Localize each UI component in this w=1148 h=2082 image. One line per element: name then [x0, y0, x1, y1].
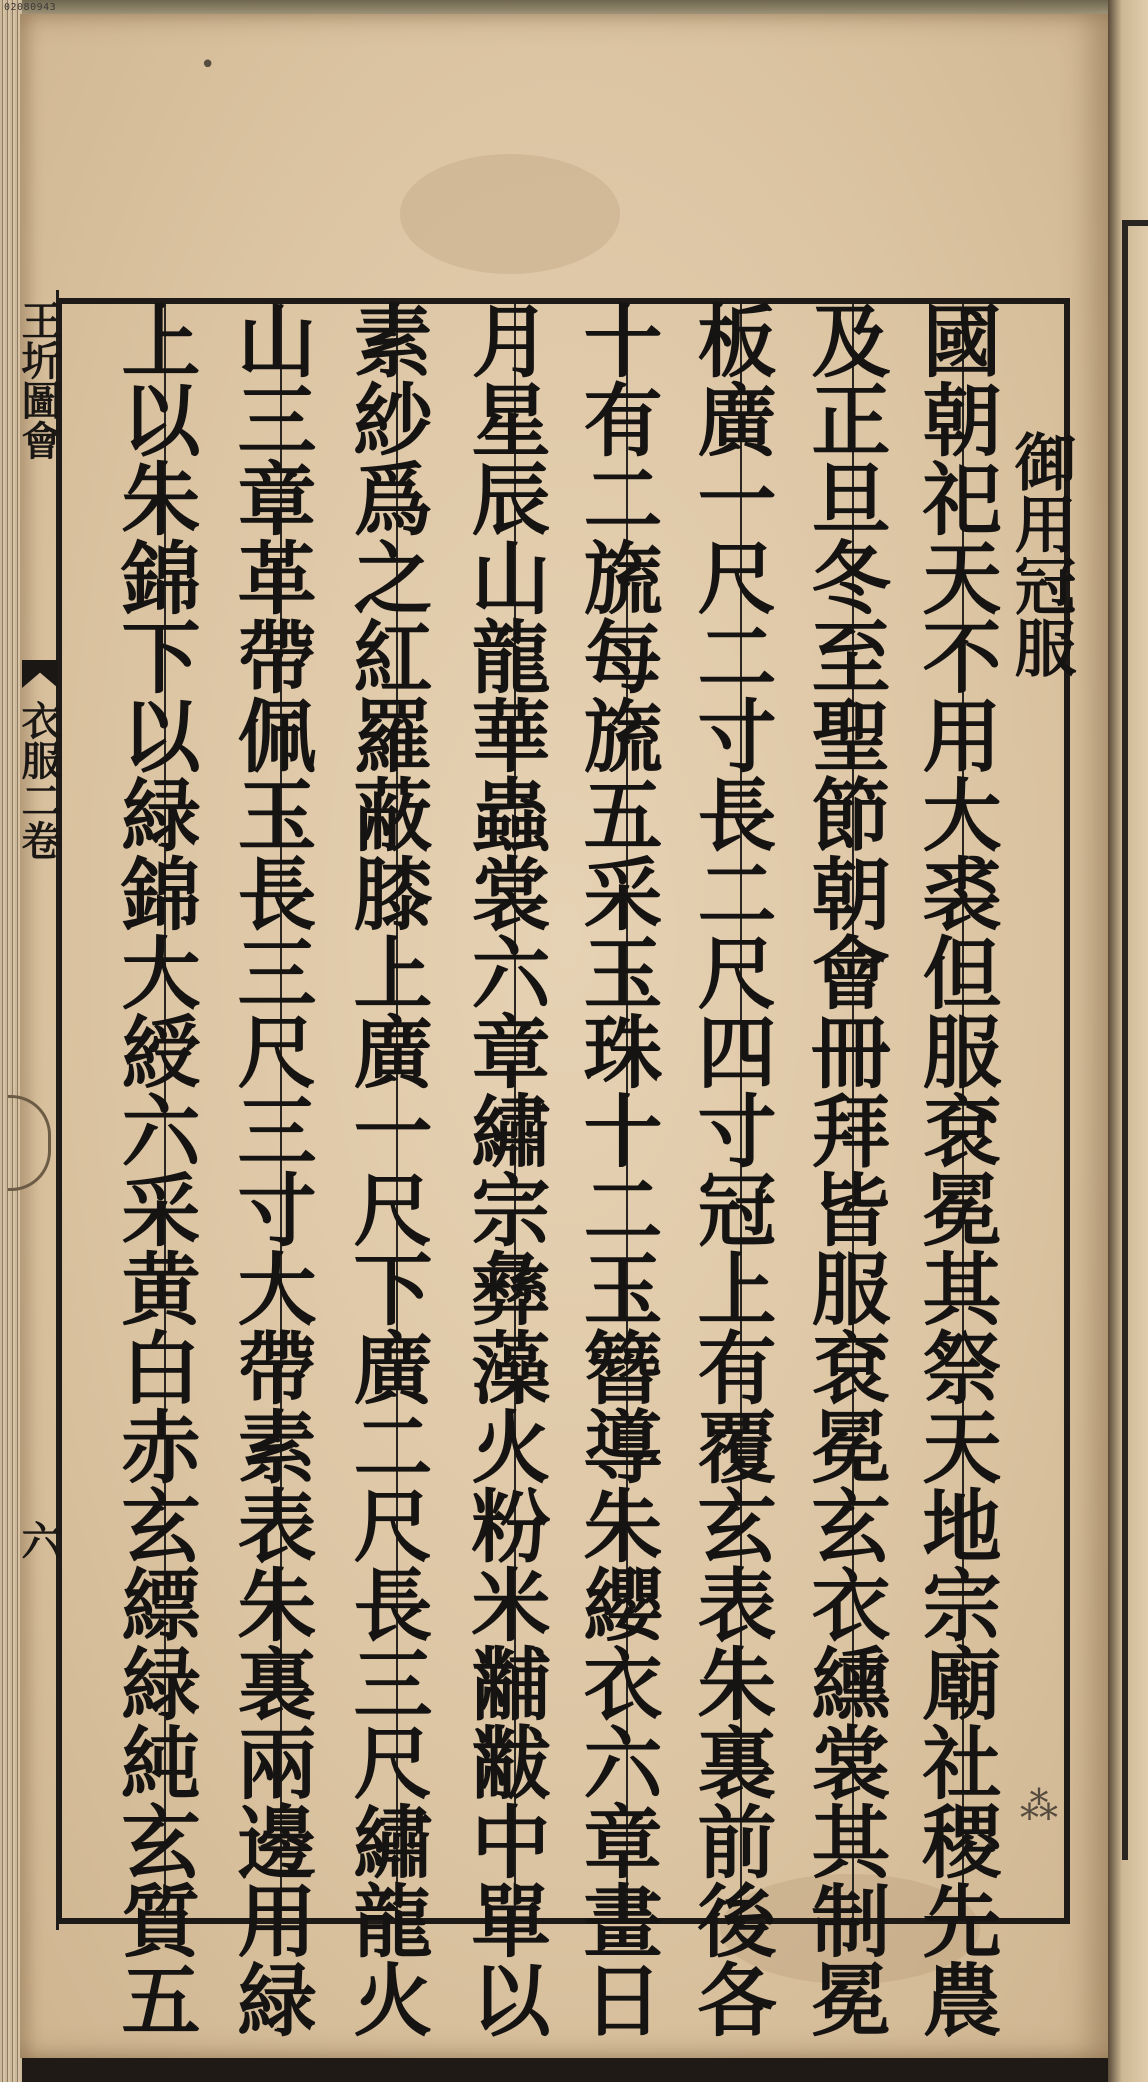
ink-dot: • — [200, 50, 216, 80]
fish-tail-mark — [22, 660, 58, 688]
text-column-3: 板廣一尺二寸長二尺四寸冠上有覆玄表朱裏前後各 — [684, 300, 777, 2038]
section-heading: 御用冠服 — [1004, 430, 1077, 678]
text-column-2: 及正旦冬至聖節朝會冊拜皆服袞冕玄衣纁裳其制冕 — [798, 300, 891, 2038]
facing-page-border — [1122, 220, 1128, 1860]
text-column-8: 上以朱錦下以緑錦大綬六采黄白赤玄縹緑純玄質五 — [108, 300, 201, 2038]
scan-id-label: 02080943 — [4, 2, 57, 13]
text-column-1: 國朝祀天不用大裘但服袞冕其祭天地宗廟社稷先農 — [909, 300, 1002, 2038]
fore-edge-title: 王圻圖會 — [15, 300, 62, 460]
facing-page-border — [1122, 220, 1148, 226]
ink-smudge: ⁂ — [1020, 1784, 1058, 1828]
text-column-6: 素紗爲之紅羅蔽膝上廣一尺下廣二尺長三尺繡龍火 — [340, 300, 433, 2038]
text-column-7: 山三章革帶佩玉長三尺三寸大帶素表朱裏兩邊用緑 — [224, 300, 317, 2038]
text-column-5: 月星辰山龍華蟲裳六章繡宗彝藻火粉米黼黻中單以 — [458, 300, 551, 2038]
paper-stain — [400, 154, 620, 274]
fore-edge — [15, 290, 62, 1930]
folio-number: 六 — [15, 1520, 62, 1560]
fore-edge-section: 衣服二卷 — [15, 700, 62, 860]
text-column-4: 十有二旒每旒五采玉珠十二玉簪導朱纓衣六章畫日 — [570, 300, 663, 2038]
facing-page-edge — [1108, 0, 1148, 2082]
